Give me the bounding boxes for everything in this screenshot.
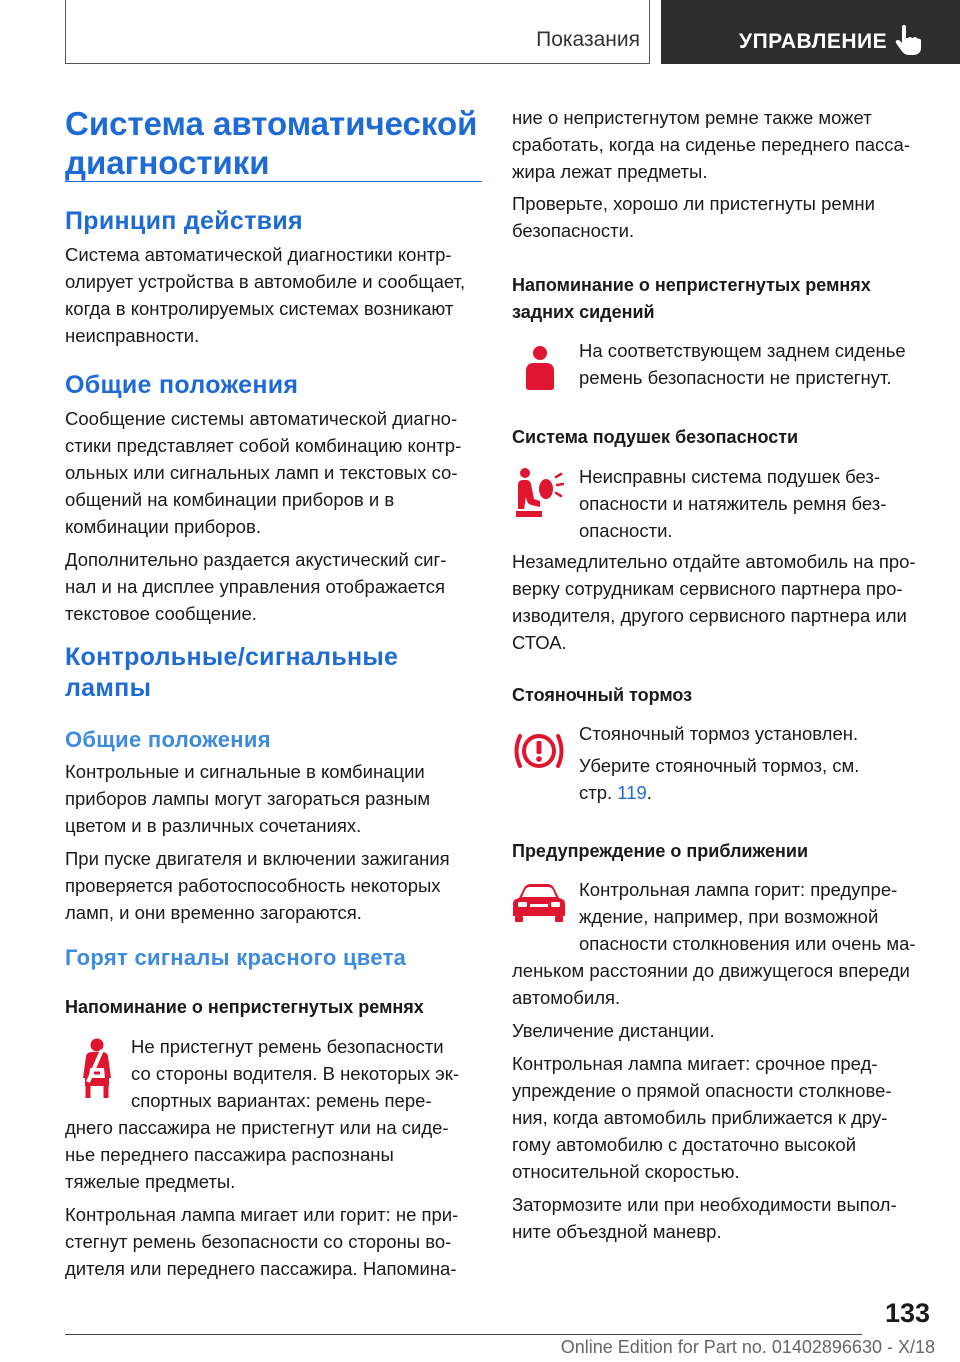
seatbelt-warning-icon (80, 1038, 114, 1102)
paragraph-line: со стороны водителя. В некоторых эк- (131, 1063, 459, 1084)
paragraph-line: общений на комбинации приборов и в (65, 489, 395, 510)
paragraph-line: Контрольная лампа горит: предупре- (579, 879, 898, 900)
topic-heading-rear-belt-line1: Напоминание о непристегнутых ремнях (512, 275, 871, 295)
paragraph-line: Проверьте, хорошо ли пристегнуты ремни (512, 193, 875, 214)
paragraph-line: спортных вариантах: ремень пере- (131, 1090, 432, 1111)
page-title-line2: диагностики (65, 144, 270, 181)
car-front-warning-icon (512, 882, 566, 924)
paragraph-line: когда в контролируемых системах возникают (65, 298, 454, 319)
paragraph-line: Уберите стояночный тормоз, см. (579, 755, 860, 776)
parking-brake-warning-icon (512, 730, 566, 772)
paragraph-line: СТОА. (512, 632, 567, 653)
paragraph-line: Дополнительно раздается акустический сиг- (65, 549, 447, 570)
paragraph-line: нье переднего пассажира распознаны (65, 1144, 394, 1165)
paragraph-line: нал и на дисплее управления отображается (65, 576, 445, 597)
paragraph-line: опасности. (579, 520, 673, 541)
section-heading-general: Общие положения (65, 371, 299, 399)
paragraph-line: Не пристегнут ремень безопасности (131, 1036, 444, 1057)
paragraph-line: неисправности. (65, 325, 200, 346)
title-rule (65, 181, 482, 182)
topic-heading-rear-belt-line2: задних сидений (512, 302, 655, 322)
paragraph-line: проверяется работоспособность некоторых (65, 875, 441, 896)
paragraph-line: опасности и натяжитель ремня без- (579, 493, 887, 514)
header-rule-left (65, 0, 66, 64)
section-heading-lamps-line2: лампы (65, 674, 152, 702)
paragraph-line: Незамедлительно отдайте автомобиль на про- (512, 551, 916, 572)
paragraph-line: стики представляет собой комбинацию контр- (65, 435, 462, 456)
paragraph-line: сработать, когда на сиденье переднего пасса- (512, 134, 910, 155)
topic-heading-airbag: Система подушек безопасности (512, 427, 799, 447)
page-number: 133 (884, 1298, 930, 1328)
paragraph-line: Увеличение дистанции. (512, 1020, 715, 1041)
page-ref-suffix: . (646, 782, 652, 803)
paragraph-line: упреждение о прямой опасности столкнове- (512, 1080, 892, 1101)
paragraph-line: олирует устройства в автомобиле и сообщает, (65, 271, 466, 292)
paragraph-line: леньком расстоянии до движущегося впереди (512, 960, 910, 981)
page-title-line1: Система автоматической (65, 105, 478, 142)
paragraph-line: безопасности. (512, 220, 635, 241)
paragraph-line: приборов лампы могут загораться разным (65, 788, 431, 809)
paragraph-line: Стояночный тормоз установлен. (579, 723, 859, 744)
subsection-heading-red: Горят сигналы красного цвета (65, 945, 407, 970)
paragraph-line: верку сотрудникам сервисного партнера про- (512, 578, 903, 599)
subsection-heading-general: Общие положения (65, 727, 271, 752)
tab-indicators[interactable]: Показания (536, 28, 640, 51)
footer-rule (65, 1334, 862, 1335)
paragraph-line: ждение, например, при возможной (579, 906, 879, 927)
paragraph-line: ния, когда автомобиль приближается к дру- (512, 1107, 888, 1128)
paragraph-line: цветом и в различных сочетаниях. (65, 815, 362, 836)
hand-pointer-icon (893, 24, 923, 56)
paragraph-line: Система автоматической диагностики контр- (65, 244, 452, 265)
paragraph-line: ние о непристегнутом ремне также может (512, 107, 872, 128)
tab-controls-label: УПРАВЛЕНИЕ (739, 30, 888, 53)
paragraph-line: Сообщение системы автоматической диагно- (65, 408, 458, 429)
paragraph-line: При пуске двигателя и включении зажигания (65, 848, 450, 869)
paragraph-line: Контрольные и сигнальные в комбинации (65, 761, 425, 782)
paragraph-line: опасности столкновения или очень ма- (579, 933, 916, 954)
paragraph-line: ламп, и они временно загораются. (65, 902, 362, 923)
topic-heading-approach-warning: Предупреждение о приближении (512, 841, 809, 861)
paragraph-line: Контрольная лампа мигает: срочное пред- (512, 1053, 878, 1074)
section-heading-lamps-line1: Контрольные/сигнальные (65, 643, 399, 671)
page-ref-prefix: стр. (579, 782, 618, 803)
paragraph-line: ольных или сигнальных ламп и текстовых со- (65, 462, 458, 483)
topic-heading-parking-brake: Стояночный тормоз (512, 685, 693, 705)
paragraph-line: ните объездной маневр. (512, 1221, 722, 1242)
paragraph-line: Контрольная лампа мигает или горит: не при- (65, 1204, 459, 1225)
paragraph-line: стегнут ремень безопасности со стороны во- (65, 1231, 452, 1252)
paragraph-line: тяжелые предметы. (65, 1171, 236, 1192)
paragraph-line: изводителя, другого сервисного партнера или (512, 605, 907, 626)
paragraph-line: На соответствующем заднем сиденье (579, 340, 906, 361)
paragraph-line: Затормозите или при необходимости выпол- (512, 1194, 897, 1215)
page-reference-link[interactable]: 119 (617, 782, 647, 803)
paragraph-line: автомобиля. (512, 987, 621, 1008)
paragraph-line: жира лежат предметы. (512, 161, 708, 182)
paragraph-line: Неисправны система подушек без- (579, 466, 881, 487)
section-heading-principle: Принцип действия (65, 207, 303, 235)
edition-note: Online Edition for Part no. 01402896630 - X/18 (560, 1337, 935, 1357)
airbag-warning-icon (514, 467, 564, 519)
paragraph-line (579, 779, 652, 807)
header-rule-divider (649, 0, 650, 64)
header-rule-bottom (65, 63, 650, 64)
paragraph-line: комбинации приборов. (65, 516, 262, 537)
paragraph-line: относительной скоростью. (512, 1161, 740, 1182)
topic-heading-belt: Напоминание о непристегнутых ремнях (65, 997, 424, 1017)
rear-seat-belt-icon (522, 345, 558, 391)
paragraph-line: гому автомобилю с достаточно высокой (512, 1134, 857, 1155)
paragraph-line: днего пассажира не пристегнут или на сиде- (65, 1117, 449, 1138)
paragraph-line: текстовое сообщение. (65, 603, 257, 624)
paragraph-line: дителя или переднего пассажира. Напомина- (65, 1258, 457, 1279)
paragraph-line: ремень безопасности не пристегнут. (579, 367, 892, 388)
